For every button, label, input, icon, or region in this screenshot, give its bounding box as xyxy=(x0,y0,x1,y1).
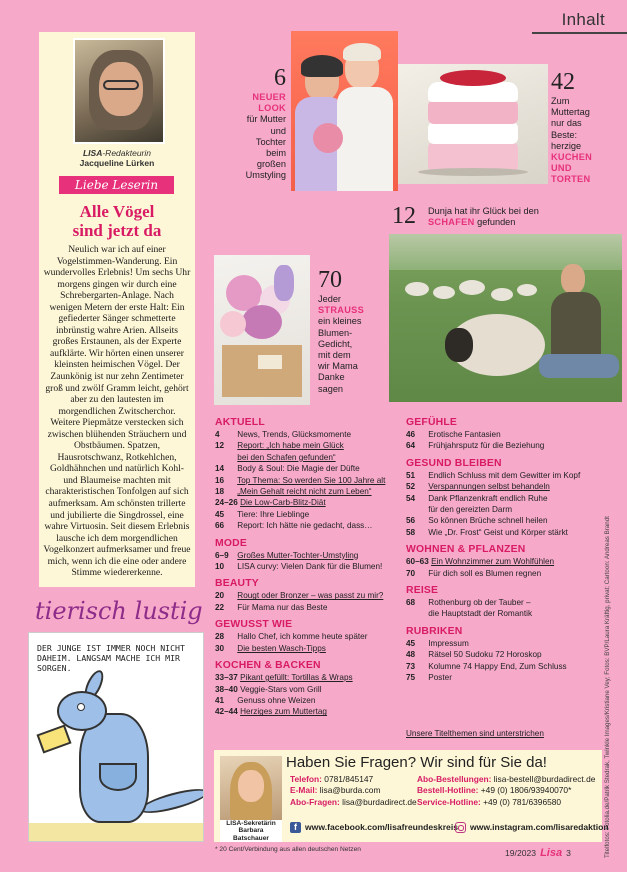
toc-entry[interactable] xyxy=(215,561,401,572)
toc-entry-title: Dank Pflanzenkraft endlich Ruhe xyxy=(428,493,548,503)
feature-70[interactable]: 70 Jeder STRAUSS ein kleines Blumen- Gedicht, mit dem wir Mama Danke sagen xyxy=(318,267,365,394)
toc-page-number: 14 xyxy=(215,464,225,474)
toc-entry[interactable] xyxy=(215,452,401,463)
service-hotline[interactable]: +49 (0) 781/6396580 xyxy=(483,796,562,807)
toc-page-number: 12 xyxy=(215,441,225,451)
toc-page-number: 45 xyxy=(406,638,416,648)
toc-entry[interactable] xyxy=(406,440,606,451)
toc-entry-title: Für dich soll es Blumen regnen xyxy=(428,568,542,578)
facebook-link[interactable]: f www.facebook.com/lisafreundeskreis xyxy=(290,822,458,833)
greeting-badge: Liebe Leserin xyxy=(59,176,174,194)
photo-mother-daughter[interactable] xyxy=(291,31,398,191)
editor-headline: Alle Vögel sind jetzt da xyxy=(72,202,162,240)
toc-entry-title: Frühjahrsputz für die Beziehung xyxy=(428,441,545,451)
toc-page-number: 45 xyxy=(215,509,225,519)
toc-entry-title: Poster xyxy=(428,673,452,683)
toc-page-number: 4 xyxy=(215,430,220,439)
toc-entry-title: Impressum xyxy=(428,638,469,648)
photo-bouquet[interactable] xyxy=(214,255,310,405)
contact-lines-left: Telefon: 0781/845147 E-Mail: lisa@burda.com Abo-Fragen: lisa@burdadirect.de xyxy=(290,774,417,807)
footnote: * 20 Cent/Verbindung aus allen deutschen Netzen xyxy=(215,846,361,853)
toc-page-number: 16 xyxy=(215,475,225,485)
toc-entry[interactable] xyxy=(215,590,401,601)
toc-page-number: 30 xyxy=(215,643,225,653)
toc-page-number: 42–44 xyxy=(215,707,238,717)
toc-entry-title: für den gereizten Darm xyxy=(428,505,513,515)
toc-entry[interactable] xyxy=(215,602,401,613)
editor-photo xyxy=(73,38,165,144)
editor-letter-text: Neulich war ich auf einer Vogelstimmen-Wanderung. Ein wundervolles Erlebnis! Um sechs Uhr morgens gingen wir durch eine Schrebergarten-Anlage. Nach wenigen Metern der erste Halt: Ein gefiederter Sänger schmetterte inbrünstig wahre Arien. Allseits großes Erstaunen, als der Experte aufklärte. Wir hörten einen unserer kleinsten heimischen Vögel. Der Zaunkönig ist nur zehn Zentimeter groß und zwölf Gramm leicht, gehört aber zu den lautesten im morgendlichen Zwitscherchor. Weitere Piepmätze verstecken sich zwischen blühenden Sträuchern und Obstbäumen. Spatzen, Hausrotschwanz, Rotkehlchen, Goldhähnchen und natürlich Kohl- und Blaumeise machten mit charakteristischen Tonfolgen auf sich aufmerksam. Am schönsten trillerte und jubilierte die Singdrossel, eine wahre Virtuosin. Seit diesem Erlebnis lausche ich dem morgendlichen Vogelkonzert aufmerksamer und freue mich, wenn ich die eine oder andere Stimme wiedererkenne. xyxy=(43,244,191,579)
toc-page-number: 58 xyxy=(406,527,416,537)
toc-entry[interactable] xyxy=(406,527,606,538)
cartoon-speech: DER JUNGE IST IMMER NOCH NICHT DAHEIM. LANGSAM MACHE ICH MIR SORGEN. xyxy=(37,643,185,673)
toc-entry[interactable] xyxy=(215,475,401,486)
toc-entry[interactable] xyxy=(406,504,606,515)
toc-entry-title: Top Thema: So werden Sie 100 Jahre alt xyxy=(237,475,386,485)
toc-page-number: 22 xyxy=(215,602,225,612)
toc-entry-title: Endlich Schluss mit dem Gewitter im Kopf xyxy=(428,470,581,480)
toc-entry-title: Die Low-Carb-Blitz-Diät xyxy=(240,498,326,508)
toc-section-heading: AKTUELL xyxy=(215,417,265,428)
toc-section-heading: KOCHEN & BACKEN xyxy=(215,660,321,672)
toc-entry[interactable] xyxy=(406,470,606,481)
toc-page-number: 56 xyxy=(406,516,416,526)
instagram-link[interactable]: www.instagram.com/lisaredaktion xyxy=(455,822,609,833)
toc-entry[interactable] xyxy=(215,520,401,531)
toc-entry-title: Kolumne 74 Happy End, Zum Schluss xyxy=(428,661,567,671)
toc-entry[interactable] xyxy=(406,649,606,660)
toc-section-heading: RUBRIKEN xyxy=(406,625,463,637)
toc-entry[interactable] xyxy=(406,556,606,567)
toc-entry-title: Pikant gefüllt: Tortillas & Wraps xyxy=(240,673,353,683)
toc-entry-title: Tiere: Ihre Lieblinge xyxy=(237,509,310,519)
toc-section-heading: BEAUTY xyxy=(215,578,259,590)
toc-entry[interactable] xyxy=(215,429,401,440)
toc-page-number: 24–26 xyxy=(215,498,238,508)
toc-page-number: 46 xyxy=(406,430,416,439)
toc-section-heading: GEFÜHLE xyxy=(406,417,458,428)
toc-section-heading: WOHNEN & PFLANZEN xyxy=(406,544,526,556)
toc-entry-title: Report: „Ich habe mein Glück xyxy=(237,441,344,451)
toc-entry-title: Rätsel 50 Sudoku 72 Horoskop xyxy=(428,650,542,660)
toc-entry-title: News, Trends, Glücksmomente xyxy=(237,430,352,439)
toc-entry[interactable] xyxy=(215,463,401,474)
toc-entry[interactable] xyxy=(406,429,606,440)
toc-page-number: 33–37 xyxy=(215,673,238,683)
photo-credits: Titelfotos: Fotolia.de/Patrik Stedrak, Twinkle Images/Kristiane Vey; Fotos: BVP/Laura Kräftig, privat; Cartoon: Andreas Brandt xyxy=(604,516,611,858)
feature-42[interactable]: 42 Zum Muttertag nur das Beste: herzige KUCHEN UND TORTEN xyxy=(551,69,593,185)
photo-cake[interactable] xyxy=(398,64,548,184)
toc-section-heading: GESUND BLEIBEN xyxy=(406,457,502,469)
abo-email-link[interactable]: lisa@burdadirect.de xyxy=(342,796,417,807)
photo-sheep-pasture[interactable] xyxy=(389,234,622,402)
facebook-icon: f xyxy=(290,822,301,833)
contact-title: Haben Sie Fragen? Wir sind für Sie da! xyxy=(286,754,547,771)
toc-page-number: 60–63 xyxy=(406,557,429,567)
secretary-caption: LISA-Sekretärin Barbara Batschauer xyxy=(220,820,282,842)
editor-caption: LISA-Redakteurin Jacqueline Lürken xyxy=(79,148,155,168)
toc-page-number: 68 xyxy=(406,598,416,608)
toc-section-heading: REISE xyxy=(406,585,439,597)
toc-entry-title: Body & Soul: Die Magie der Düfte xyxy=(237,464,360,474)
toc-entry-title: Genuss ohne Weizen xyxy=(237,695,316,705)
toc-entry[interactable] xyxy=(215,643,401,654)
toc-page-number: 73 xyxy=(406,661,416,671)
toc-entry[interactable] xyxy=(215,497,401,508)
toc-entry-title: Verspannungen selbst behandeln xyxy=(428,482,550,492)
order-hotline[interactable]: +49 (0) 1806/93940070* xyxy=(480,785,572,796)
toc-page-number: 51 xyxy=(406,470,416,480)
toc-entry[interactable] xyxy=(215,672,401,683)
toc-entry[interactable] xyxy=(215,550,401,561)
toc-entry-title: Report: Ich hätte nie gedacht, dass… xyxy=(237,521,373,531)
toc-entry-title: Herziges zum Muttertag xyxy=(240,707,327,717)
toc-entry-title: „Mein Gehalt reicht nicht zum Leben“ xyxy=(237,487,372,497)
toc-entry[interactable] xyxy=(215,695,401,706)
toc-entry[interactable] xyxy=(406,608,606,619)
feature-6[interactable]: 6 NEUER LOOK für Mutter und Tochter beim großen Umstyling xyxy=(245,65,286,181)
toc-entry-title: Wie „Dr. Frost“ Geist und Körper stärkt xyxy=(428,527,568,537)
title-rule xyxy=(532,32,627,34)
toc-entry[interactable] xyxy=(406,597,606,608)
section-title: Inhalt xyxy=(561,10,605,29)
email-link[interactable]: lisa@burda.com xyxy=(319,785,381,796)
toc-entry[interactable] xyxy=(215,509,401,520)
toc-section-heading: MODE xyxy=(215,537,247,549)
contact-box xyxy=(214,750,609,842)
toc-entry-title: Rougt oder Bronzer – was passt zu mir? xyxy=(237,591,384,601)
phone-link[interactable]: 0781/845147 xyxy=(324,774,374,784)
toc-page-number: 41 xyxy=(215,695,225,705)
toc-page-number: 54 xyxy=(406,493,416,503)
toc-right-column xyxy=(406,416,606,684)
page-footer: 19/2023 Lisa 3 xyxy=(505,847,571,859)
toc-entry[interactable] xyxy=(215,684,401,695)
toc-entry[interactable] xyxy=(406,515,606,526)
editor-letter-box xyxy=(39,32,195,587)
toc-page-number: 66 xyxy=(215,521,225,531)
toc-entry-title: LISA curvy: Vielen Dank für die Blumen! xyxy=(237,562,383,572)
toc-entry-title: Veggie-Stars vom Grill xyxy=(240,684,322,694)
toc-page-number: 75 xyxy=(406,673,416,683)
toc-entry[interactable] xyxy=(215,706,401,717)
cartoon-panel xyxy=(28,632,204,842)
toc-entry-title: Ein Wohnzimmer zum Wohlfühlen xyxy=(431,557,555,567)
toc-note: Unsere Titelthemen sind unterstrichen xyxy=(406,729,544,738)
toc-page-number: 28 xyxy=(215,632,225,642)
toc-entry[interactable] xyxy=(215,631,401,642)
toc-page-number: 70 xyxy=(406,568,416,578)
toc-page-number: 20 xyxy=(215,591,225,601)
toc-page-number: 48 xyxy=(406,650,416,660)
toc-entry[interactable] xyxy=(406,493,606,504)
flashlight-icon xyxy=(36,724,71,753)
toc-entry-title: bei den Schafen gefunden“ xyxy=(237,452,336,462)
toc-entry-title: die Hauptstadt der Romantik xyxy=(428,609,533,619)
cartoon-title: tierisch lustig xyxy=(35,597,203,625)
toc-entry-title: Erotische Fantasien xyxy=(428,430,501,439)
contact-lines-right: Abo-Bestellungen: lisa-bestell@burdadirect.de Bestell-Hotline: +49 (0) 1806/93940070* Service-Hotline: +49 (0) 781/6396580 xyxy=(417,774,596,807)
order-email-link[interactable]: lisa-bestell@burdadirect.de xyxy=(493,774,596,784)
toc-entry[interactable] xyxy=(406,638,606,649)
toc-entry-title: Die besten Wasch-Tipps xyxy=(237,643,326,653)
toc-left-column xyxy=(215,416,401,718)
toc-page-number: 64 xyxy=(406,441,416,451)
toc-entry-title: Für Mama nur das Beste xyxy=(237,602,328,612)
toc-entry-title: Rothenburg ob der Tauber – xyxy=(428,598,531,608)
instagram-icon xyxy=(455,822,466,833)
toc-entry[interactable] xyxy=(406,481,606,492)
toc-entry[interactable] xyxy=(406,672,606,683)
toc-entry[interactable] xyxy=(215,486,401,497)
toc-entry-title: Hallo Chef, ich komme heute später xyxy=(237,632,368,642)
toc-entry[interactable] xyxy=(406,568,606,579)
toc-entry[interactable] xyxy=(406,661,606,672)
toc-page-number: 38–40 xyxy=(215,684,238,694)
toc-page-number: 18 xyxy=(215,487,225,497)
secretary-photo xyxy=(220,756,282,826)
toc-entry[interactable] xyxy=(215,440,401,451)
toc-entry-title: So können Brüche schnell heilen xyxy=(428,516,548,526)
toc-page-number: 52 xyxy=(406,482,416,492)
toc-page-number: 10 xyxy=(215,562,225,572)
toc-section-heading: GEWUSST WIE xyxy=(215,619,293,631)
toc-page-number: 6–9 xyxy=(215,550,229,560)
toc-entry-title: Großes Mutter-Tochter-Umstyling xyxy=(237,550,359,560)
